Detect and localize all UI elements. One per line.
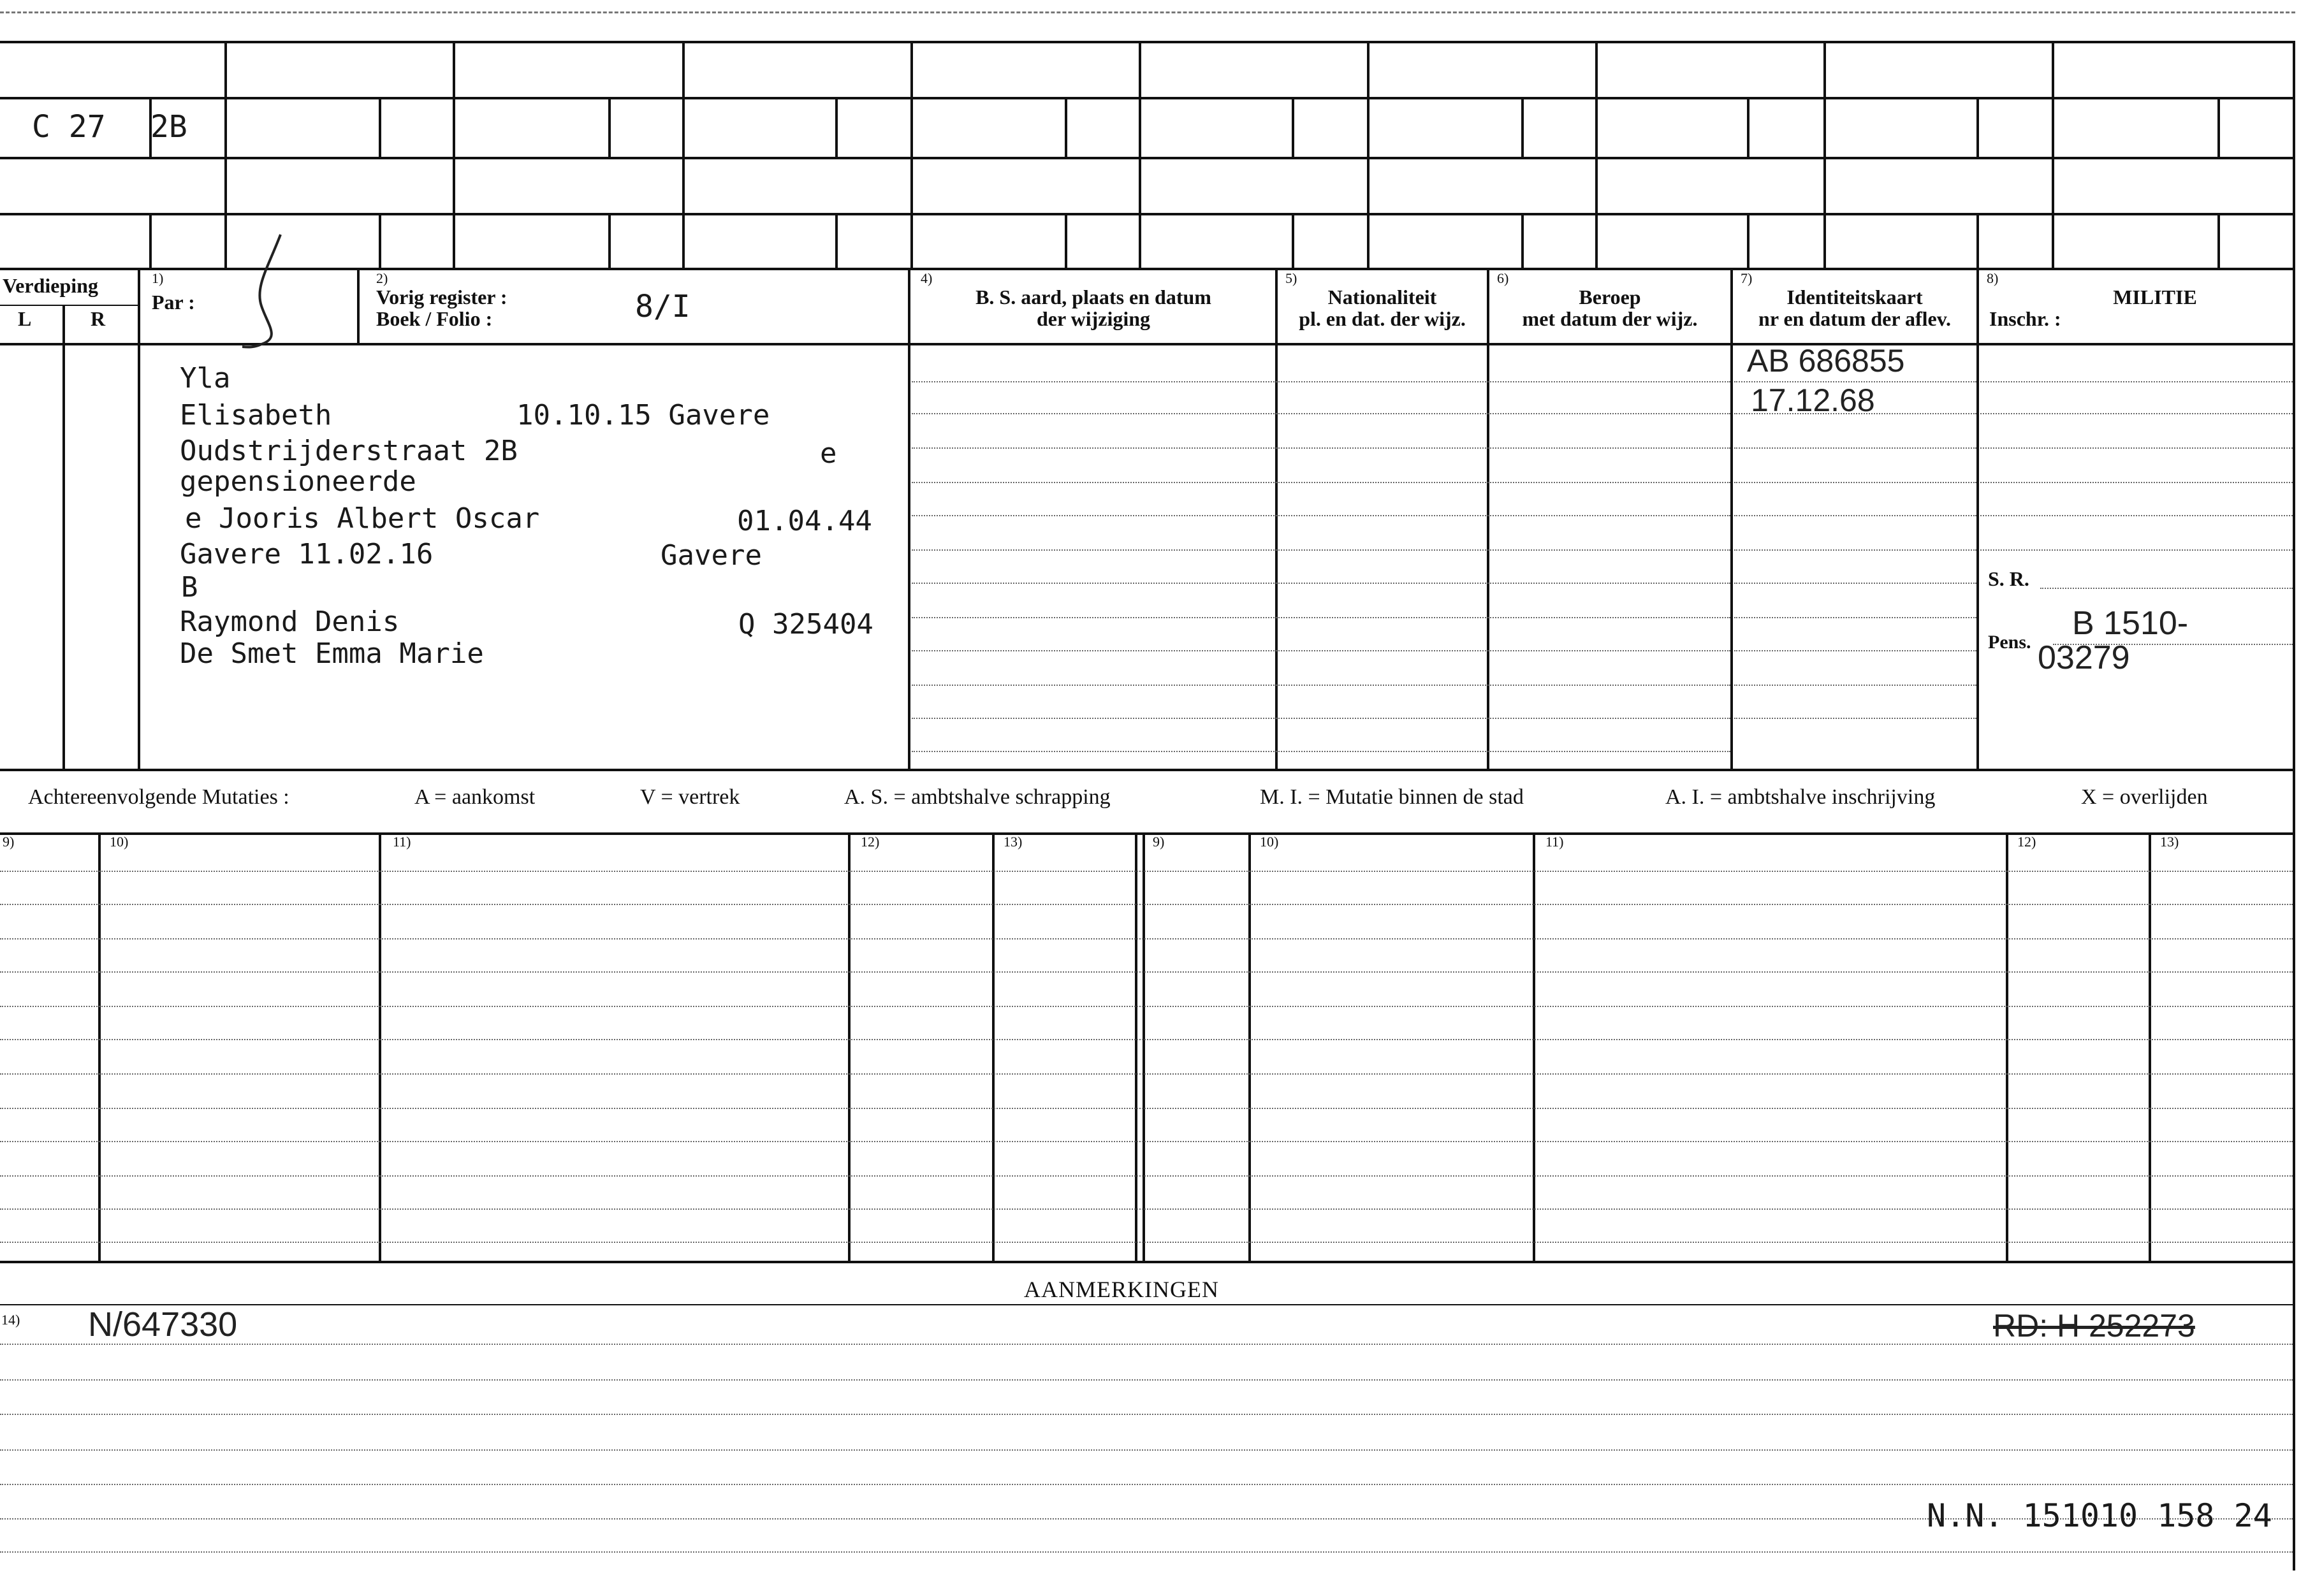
header-nat-2: pl. en dat. der wijz. — [1299, 307, 1466, 330]
entry-father: Raymond Denis — [180, 606, 400, 638]
header-beroep-num: 6) — [1497, 270, 1509, 286]
dotted-line — [912, 685, 1730, 686]
dotted-line — [1980, 482, 2293, 483]
grid-row-line — [0, 213, 2295, 215]
mut-col-10: 10) — [110, 834, 129, 850]
grid-subcol — [2217, 213, 2220, 268]
mut-col-12b: 12) — [2017, 834, 2036, 850]
grid-subcol — [1065, 97, 1067, 157]
grid-col-line — [1823, 41, 1826, 268]
grid-subcol — [1521, 97, 1524, 157]
grid-subcol — [1976, 213, 1979, 268]
col-line-bs — [908, 268, 910, 769]
entry-marriage-date: 01.04.44 — [737, 505, 872, 537]
entry-surname: Yla — [180, 362, 231, 395]
header-militie-num: 8) — [1987, 270, 1999, 286]
legend-x: X = overlijden — [2081, 785, 2208, 809]
col-line-beroep — [1487, 268, 1489, 769]
remarks-line — [0, 1414, 2293, 1415]
entry-address: Oudstrijderstraat 2B — [180, 435, 518, 467]
grid-subcol — [1976, 97, 1979, 157]
mut-dotted-line — [0, 938, 2293, 939]
entry-spouse: e Jooris Albert Oscar — [185, 502, 540, 535]
legend-mi: M. I. = Mutatie binnen de stad — [1260, 785, 1524, 809]
mut-col-11: 11) — [393, 834, 411, 850]
mut-col-line — [992, 832, 995, 1261]
dotted-line — [1734, 685, 1976, 686]
mut-col-line — [1533, 832, 1535, 1261]
header-beroep-2: met datum der wijz. — [1522, 307, 1698, 330]
mut-col-12: 12) — [861, 834, 880, 850]
entry-birth: 10.10.15 Gavere — [516, 399, 770, 432]
mut-col-line — [1135, 832, 1137, 1261]
grid-col-line — [1367, 41, 1369, 268]
col-line-militie — [1976, 268, 1979, 769]
grid-col-line — [453, 41, 455, 268]
header-beroep-1: Beroep — [1579, 286, 1641, 308]
remarks-line — [0, 1551, 2293, 1553]
grid-subcol — [608, 97, 611, 157]
dotted-line — [1734, 617, 1976, 618]
dotted-line — [912, 482, 1730, 483]
mut-col-13: 13) — [1004, 834, 1023, 850]
remarks-line — [0, 1344, 2293, 1345]
label-sr: S. R. — [1988, 567, 2029, 590]
mut-col-9b: 9) — [1153, 834, 1165, 850]
remarks-entry-2-struck: RD: H 252273 — [1993, 1308, 2195, 1344]
header-nat-1: Nationaliteit — [1327, 286, 1437, 308]
grid-row-line — [0, 97, 2295, 99]
header-bs-1: B. S. aard, plaats en datum — [975, 286, 1211, 308]
header-id-2: nr en datum der aflev. — [1758, 307, 1951, 330]
remarks-entry-1: N/647330 — [88, 1305, 238, 1344]
col-line-nat — [1275, 268, 1278, 769]
dotted-line — [912, 447, 1730, 449]
mut-col-line — [98, 832, 101, 1261]
dotted-line — [1734, 447, 1976, 449]
label-pens: Pens. — [1988, 632, 2031, 653]
dotted-line — [912, 650, 1730, 651]
dotted-line — [912, 751, 1730, 752]
legend-ai: A. I. = ambtshalve inschrijving — [1665, 785, 1936, 809]
mut-dotted-line — [0, 1175, 2293, 1177]
grid-subcol — [379, 97, 381, 157]
col-line-lr — [62, 305, 65, 769]
header-r: R — [91, 307, 106, 330]
dotted-line — [1734, 718, 1976, 719]
remarks-line — [0, 1379, 2293, 1381]
mut-dotted-line — [0, 904, 2293, 905]
remarks-header-line — [0, 1304, 2293, 1305]
mut-dotted-line — [0, 1208, 2293, 1210]
dotted-line — [912, 617, 1730, 618]
remarks-line — [0, 1484, 2293, 1485]
torn-top-edge — [0, 11, 2295, 13]
mut-dotted-line — [0, 1006, 2293, 1007]
header-verdieping: Verdieping — [3, 274, 98, 297]
dotted-line — [1980, 413, 2293, 414]
id-card-date: 17.12.68 — [1751, 382, 1875, 418]
dotted-line — [1734, 549, 1976, 551]
grid-subcol — [1292, 97, 1294, 157]
mut-col-line — [848, 832, 851, 1261]
entry-spouse-birth: Gavere 11.02.16 — [180, 538, 434, 570]
mut-col-line — [1143, 832, 1145, 1261]
grid-subcol — [2217, 97, 2220, 157]
dotted-line — [1734, 482, 1976, 483]
grid-subcol — [1065, 213, 1067, 268]
grid-subcol — [149, 213, 152, 268]
col-line-par — [138, 268, 140, 769]
dotted-line — [912, 718, 1730, 719]
card-code: C 27 — [32, 109, 106, 145]
dotted-line — [912, 381, 1730, 382]
handwritten-stroke-icon — [242, 229, 370, 357]
mut-col-line — [2149, 832, 2151, 1261]
grid-col-line — [1139, 41, 1141, 268]
id-card-number: AB 686855 — [1747, 343, 1905, 379]
header-bs-2: der wijziging — [1036, 307, 1151, 330]
mut-dotted-line — [0, 1242, 2293, 1243]
grid-col-line — [2052, 41, 2054, 268]
grid-col-line — [910, 41, 913, 268]
top-border — [0, 41, 2295, 43]
entry-first-name: Elisabeth — [180, 399, 332, 432]
dotted-line — [1980, 447, 2293, 449]
header-l: L — [18, 307, 32, 330]
dotted-line — [912, 515, 1730, 516]
dotted-line — [1980, 549, 2293, 551]
col-line-id — [1730, 268, 1733, 769]
header-id-1: Identiteitskaart — [1786, 286, 1923, 308]
pension-number-2: 03279 — [2038, 639, 2130, 676]
grid-subcol — [608, 213, 611, 268]
entry-father-code: Q 325404 — [738, 608, 873, 641]
header-boek: Boek / Folio : — [376, 307, 493, 330]
mut-dotted-line — [0, 1108, 2293, 1109]
mut-dotted-line — [0, 971, 2293, 973]
grid-col-line — [224, 41, 227, 268]
mutations-bottom-line — [0, 1261, 2295, 1263]
pension-number-1: B 1510- — [2072, 605, 2189, 642]
remarks-num: 14) — [1, 1312, 20, 1328]
legend-as: A. S. = ambtshalve schrapping — [844, 785, 1111, 809]
header-par-num: 1) — [152, 270, 164, 286]
grid-subcol — [1521, 213, 1524, 268]
grid-subcol — [835, 97, 838, 157]
right-border — [2293, 41, 2295, 1571]
mut-dotted-line — [0, 1073, 2293, 1075]
entry-occupation: gepensioneerde — [180, 465, 416, 498]
mut-col-line — [379, 832, 381, 1261]
mut-dotted-line — [0, 871, 2293, 872]
legend-v: V = vertrek — [640, 785, 740, 809]
mut-dotted-line — [0, 1039, 2293, 1040]
house-number-code: 2B — [150, 109, 187, 145]
remarks-title: AANMERKINGEN — [1024, 1277, 1219, 1302]
boek-folio-value: 8/I — [635, 289, 690, 324]
grid-row-line — [0, 157, 2295, 159]
header-vorig: Vorig register : — [376, 286, 508, 308]
entry-marker-b: B — [181, 571, 198, 604]
dotted-line — [1980, 515, 2293, 516]
legend-a: A = aankomst — [414, 785, 536, 809]
remarks-line — [0, 1449, 2293, 1451]
mut-dotted-line — [0, 1141, 2293, 1142]
grid-subcol — [835, 213, 838, 268]
dotted-line — [1734, 515, 1976, 516]
grid-subcol — [1292, 213, 1294, 268]
entry-mother: De Smet Emma Marie — [180, 637, 484, 670]
header-id-num: 7) — [1741, 270, 1753, 286]
national-number: N.N. 151010 158 24 — [1927, 1497, 2272, 1534]
mut-col-line — [2006, 832, 2008, 1261]
mutations-header-line — [0, 832, 2295, 835]
mut-col-9: 9) — [3, 834, 15, 850]
header-par: Par : — [152, 291, 195, 314]
mut-col-11b: 11) — [1545, 834, 1564, 850]
grid-subcol — [1747, 97, 1749, 157]
dotted-line — [1980, 381, 2293, 382]
dotted-line — [1734, 583, 1976, 584]
verdieping-split — [0, 305, 138, 306]
header-nat-num: 5) — [1285, 270, 1297, 286]
grid-col-line — [682, 41, 685, 268]
mut-col-13b: 13) — [2160, 834, 2179, 850]
entry-marriage-place: Gavere — [661, 539, 762, 572]
dotted-line — [1734, 650, 1976, 651]
mut-col-10b: 10) — [1260, 834, 1279, 850]
entry-marker-e: e — [820, 437, 837, 470]
header-vorig-num: 2) — [376, 270, 388, 286]
header-inschr: Inschr. : — [1989, 307, 2061, 330]
dotted-line — [912, 413, 1730, 414]
mut-col-line — [1248, 832, 1251, 1261]
sr-line — [2040, 588, 2293, 589]
mutations-top-line — [0, 769, 2295, 771]
dotted-line — [912, 583, 1730, 584]
header-militie: MILITIE — [2113, 286, 2197, 308]
header-bs-num: 4) — [921, 270, 933, 286]
grid-subcol — [1747, 213, 1749, 268]
mutations-title: Achtereenvolgende Mutaties : — [28, 785, 289, 809]
dotted-line — [912, 549, 1730, 551]
grid-subcol — [379, 213, 381, 268]
grid-col-line — [1595, 41, 1598, 268]
